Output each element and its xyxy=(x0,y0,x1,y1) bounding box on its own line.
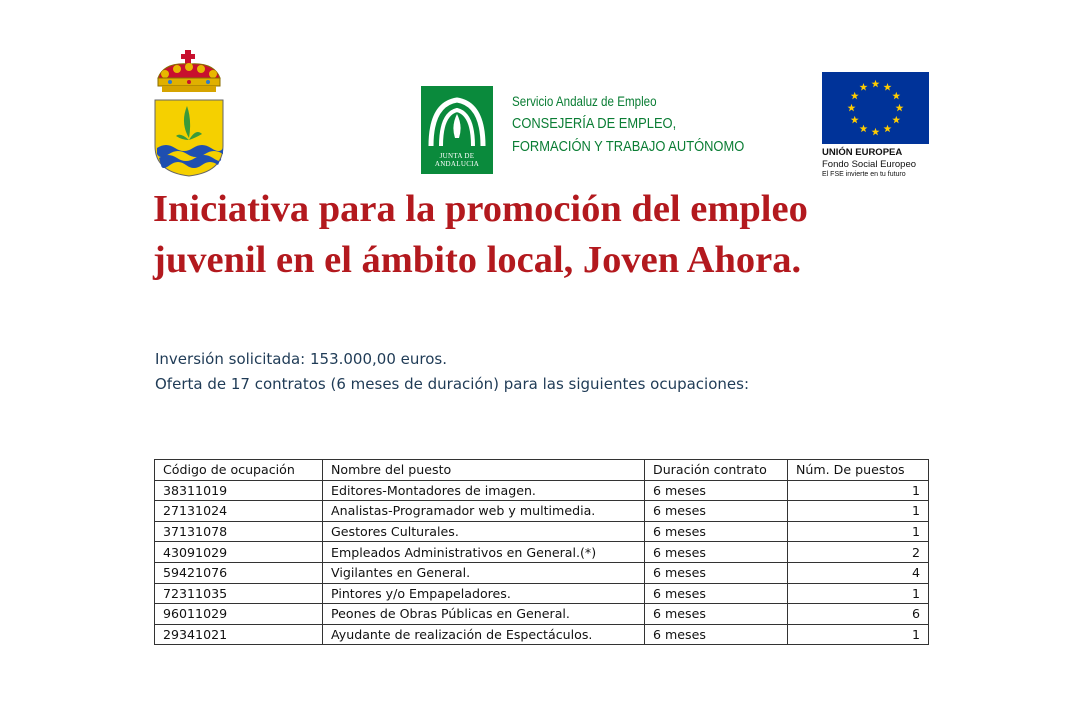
table-row xyxy=(155,604,929,625)
cell-duration: 6 meses xyxy=(645,480,788,501)
cell-code: 59421076 xyxy=(155,562,323,583)
cell-duration: 6 meses xyxy=(645,624,788,645)
table-header-row xyxy=(155,460,929,481)
table-row xyxy=(155,542,929,563)
cell-code: 38311019 xyxy=(155,480,323,501)
eu-fund: Fondo Social Europeo xyxy=(822,159,917,170)
eu-star-icon xyxy=(872,128,880,136)
eu-star-icon xyxy=(860,83,868,91)
offer-line: Oferta de 17 contratos (6 meses de duración) para las siguientes ocupaciones: xyxy=(155,375,749,393)
cell-positions: 6 xyxy=(788,604,929,625)
junta-service-name: Servicio Andaluz de Empleo xyxy=(512,94,657,109)
cell-code: 29341021 xyxy=(155,624,323,645)
table-row xyxy=(155,562,929,583)
cell-duration: 6 meses xyxy=(645,501,788,522)
table-row xyxy=(155,501,929,522)
coat-of-arms-icon xyxy=(150,48,228,180)
cell-name: Ayudante de realización de Espectáculos. xyxy=(323,624,645,645)
eu-star-icon xyxy=(896,104,904,112)
cell-name: Analistas-Programador web y multimedia. xyxy=(323,501,645,522)
investment-line: Inversión solicitada: 153.000,00 euros. xyxy=(155,350,447,368)
eu-star-icon xyxy=(848,104,856,112)
junta-andalucia-logo xyxy=(421,86,493,174)
cell-positions: 1 xyxy=(788,521,929,542)
eu-star-icon xyxy=(851,116,859,124)
eu-star-icon xyxy=(884,125,892,133)
cell-duration: 6 meses xyxy=(645,604,788,625)
cell-positions: 1 xyxy=(788,583,929,604)
cell-code: 72311035 xyxy=(155,583,323,604)
cell-name: Pintores y/o Empapeladores. xyxy=(323,583,645,604)
cell-positions: 1 xyxy=(788,480,929,501)
table-row xyxy=(155,521,929,542)
cell-code: 37131078 xyxy=(155,521,323,542)
header-duration: Duración contrato xyxy=(645,460,788,481)
junta-ministry-line2: FORMACIÓN Y TRABAJO AUTÓNOMO xyxy=(512,138,745,155)
cell-duration: 6 meses xyxy=(645,521,788,542)
junta-agency-text xyxy=(512,94,782,155)
header-code: Código de ocupación xyxy=(155,460,323,481)
eu-star-icon xyxy=(860,125,868,133)
cell-duration: 6 meses xyxy=(645,562,788,583)
cell-name: Vigilantes en General. xyxy=(323,562,645,583)
table-row xyxy=(155,480,929,501)
eu-star-icon xyxy=(872,80,880,88)
table-row xyxy=(155,583,929,604)
junta-ministry-line1: CONSEJERÍA DE EMPLEO, xyxy=(512,115,677,132)
cell-duration: 6 meses xyxy=(645,583,788,604)
title-line-2: juvenil en el ámbito local, Joven Ahora. xyxy=(153,239,802,281)
cell-name: Gestores Culturales. xyxy=(323,521,645,542)
cell-name: Editores-Montadores de imagen. xyxy=(323,480,645,501)
cell-name: Empleados Administrativos en General.(*) xyxy=(323,542,645,563)
cell-positions: 1 xyxy=(788,624,929,645)
eu-name: UNIÓN EUROPEA xyxy=(822,147,903,158)
title-line-1: Iniciativa para la promoción del empleo xyxy=(153,188,808,230)
cell-code: 43091029 xyxy=(155,542,323,563)
cell-positions: 2 xyxy=(788,542,929,563)
junta-box-label: JUNTA DE ANDALUCIA xyxy=(434,152,480,168)
intro-text xyxy=(155,347,749,397)
eu-star-icon xyxy=(851,92,859,100)
cell-positions: 4 xyxy=(788,562,929,583)
table-row xyxy=(155,624,929,645)
eu-flag-icon xyxy=(822,72,929,144)
header-name: Nombre del puesto xyxy=(323,460,645,481)
page-title xyxy=(153,184,993,286)
eu-star-icon xyxy=(892,116,900,124)
eu-star-icon xyxy=(884,83,892,91)
header-positions: Núm. De puestos xyxy=(788,460,929,481)
junta-arch-icon xyxy=(421,86,493,156)
occupations-table xyxy=(154,459,929,645)
cell-code: 96011029 xyxy=(155,604,323,625)
cell-name: Peones de Obras Públicas en General. xyxy=(323,604,645,625)
cell-duration: 6 meses xyxy=(645,542,788,563)
cell-code: 27131024 xyxy=(155,501,323,522)
cell-positions: 1 xyxy=(788,501,929,522)
eu-star-icon xyxy=(892,92,900,100)
eu-slogan: El FSE invierte en tu futuro xyxy=(822,171,906,178)
eu-caption xyxy=(822,147,916,178)
